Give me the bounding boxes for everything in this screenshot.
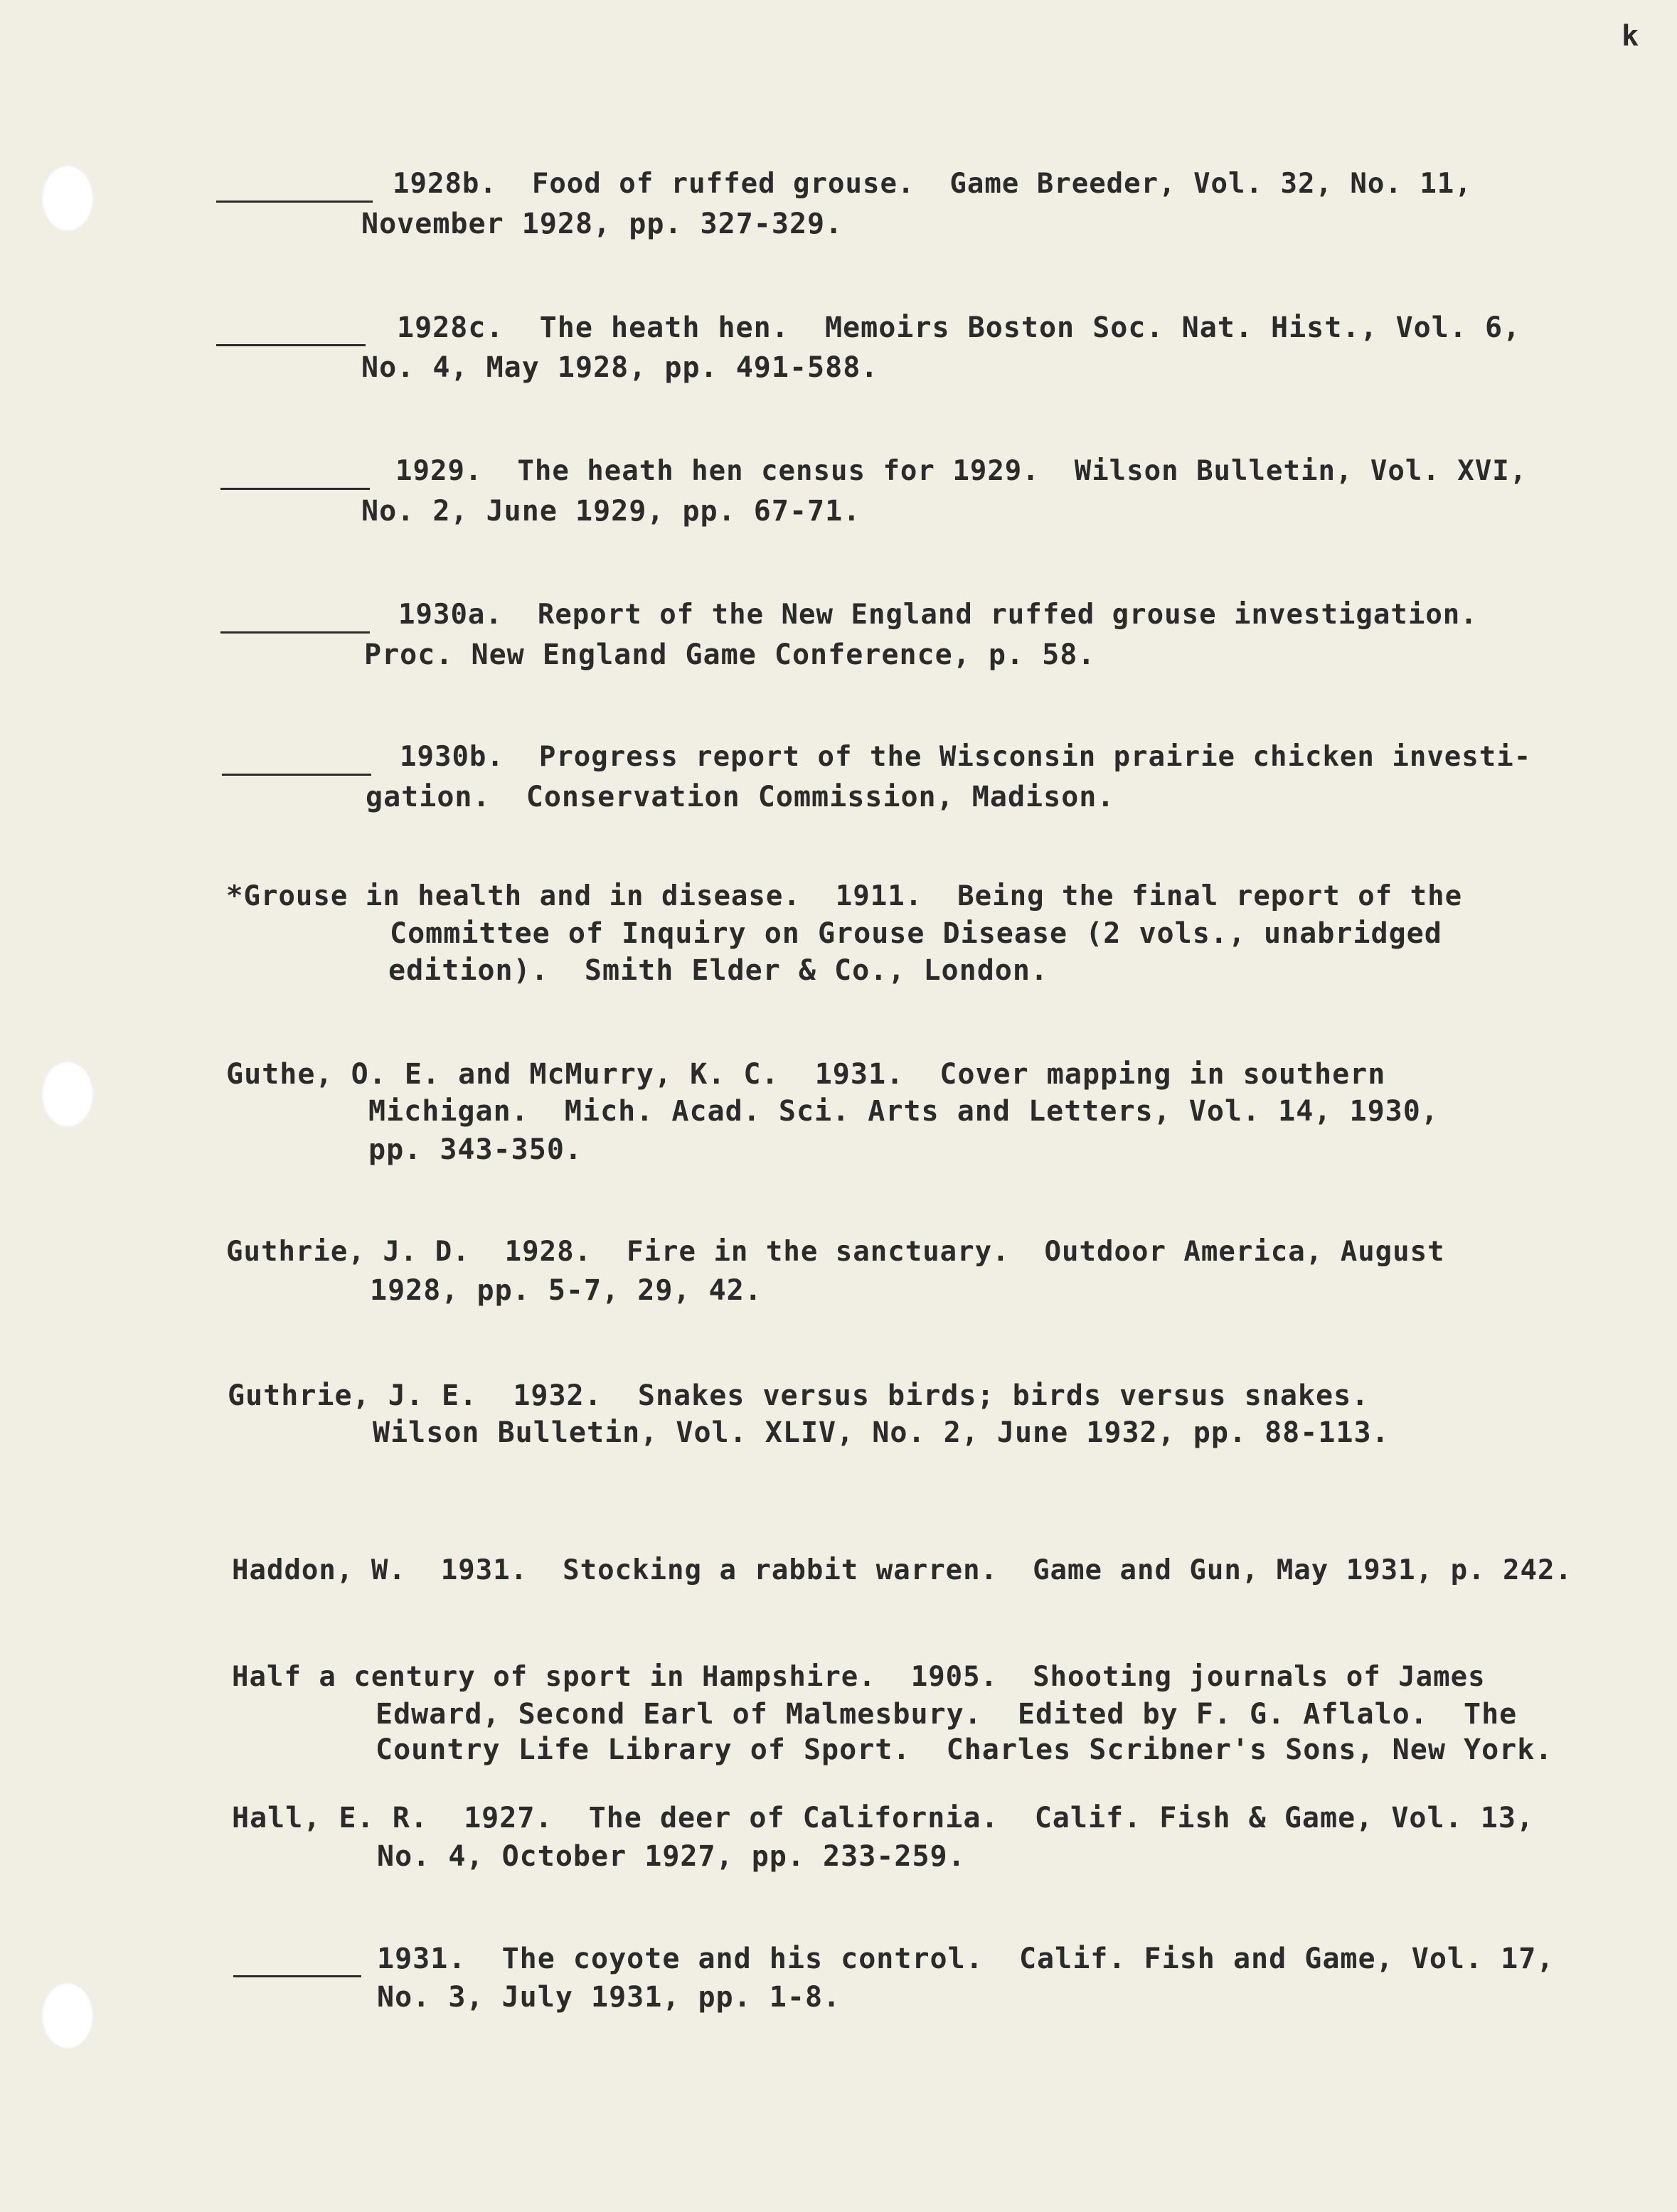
entry-line: Guthe, O. E. and McMurry, K. C. 1931. Cover mapping in southern [226,1058,1386,1091]
punch-hole-top [41,165,94,232]
author-repeat-dash [220,631,370,634]
author-repeat-dash [216,201,373,203]
entry-line: 1929. The heath hen census for 1929. Wilson Bulletin, Vol. XVI, [395,455,1528,487]
page-marker: k [1622,20,1639,53]
entry-line: Proc. New England Game Conference, p. 58. [364,639,1096,671]
entry-line: Hall, E. R. 1927. The deer of California. Calif. Fish & Game, Vol. 13, [232,1802,1534,1834]
entry-line: *Grouse in health and in disease. 1911. Being the final report of the [226,880,1463,912]
entry-line: Committee of Inquiry on Grouse Disease (2 vols., unabridged [390,917,1442,950]
entry-line: edition). Smith Elder & Co., London. [388,954,1049,987]
entry-line: No. 4, May 1928, pp. 491-588. [361,351,879,384]
entry-line: No. 2, June 1929, pp. 67-71. [361,495,861,528]
author-repeat-dash [233,1975,361,1977]
entry-line: Michigan. Mich. Acad. Sci. Arts and Letters, Vol. 14, 1930, [368,1095,1439,1128]
entry-line: Guthrie, J. E. 1932. Snakes versus birds; birds versus snakes. [228,1379,1370,1412]
entry-line: Country Life Library of Sport. Charles Scribner's Sons, New York. [376,1733,1553,1766]
entry-line: Edward, Second Earl of Malmesbury. Edited by F. G. Aflalo. The [376,1698,1518,1731]
punch-hole-bottom [41,1982,94,2049]
entry-line: pp. 343-350. [368,1133,582,1166]
entry-line: 1930b. Progress report of the Wisconsin prairie chicken investi- [400,741,1532,773]
punch-hole-middle [41,1061,94,1128]
entry-line: 1928, pp. 5-7, 29, 42. [370,1274,762,1307]
entry-line: No. 4, October 1927, pp. 233-259. [377,1840,966,1873]
entry-line: No. 3, July 1931, pp. 1-8. [377,1981,841,2014]
entry-line: Half a century of sport in Hampshire. 1905. Shooting journals of James [232,1661,1486,1693]
entry-line: 1928b. Food of ruffed grouse. Game Breeder, Vol. 32, No. 11, [393,168,1472,200]
entry-line: November 1928, pp. 327-329. [361,208,843,240]
entry-line: 1931. The coyote and his control. Calif. Fish and Game, Vol. 17, [377,1943,1555,1975]
entry-line: 1928c. The heath hen. Memoirs Boston Soc. Nat. Hist., Vol. 6, [397,311,1521,344]
author-repeat-dash [220,488,370,490]
author-repeat-dash [222,774,371,776]
entry-line: Haddon, W. 1931. Stocking a rabbit warren. Game and Gun, May 1931, p. 242. [232,1554,1572,1586]
entry-line: gation. Conservation Commission, Madison. [366,781,1115,813]
entry-line: 1930a. Report of the New England ruffed grouse investigation. [398,599,1478,631]
author-repeat-dash [216,344,366,346]
entry-line: Wilson Bulletin, Vol. XLIV, No. 2, June 1932, pp. 88-113. [373,1416,1390,1449]
entry-line: Guthrie, J. D. 1928. Fire in the sanctuary. Outdoor America, August [226,1236,1445,1268]
